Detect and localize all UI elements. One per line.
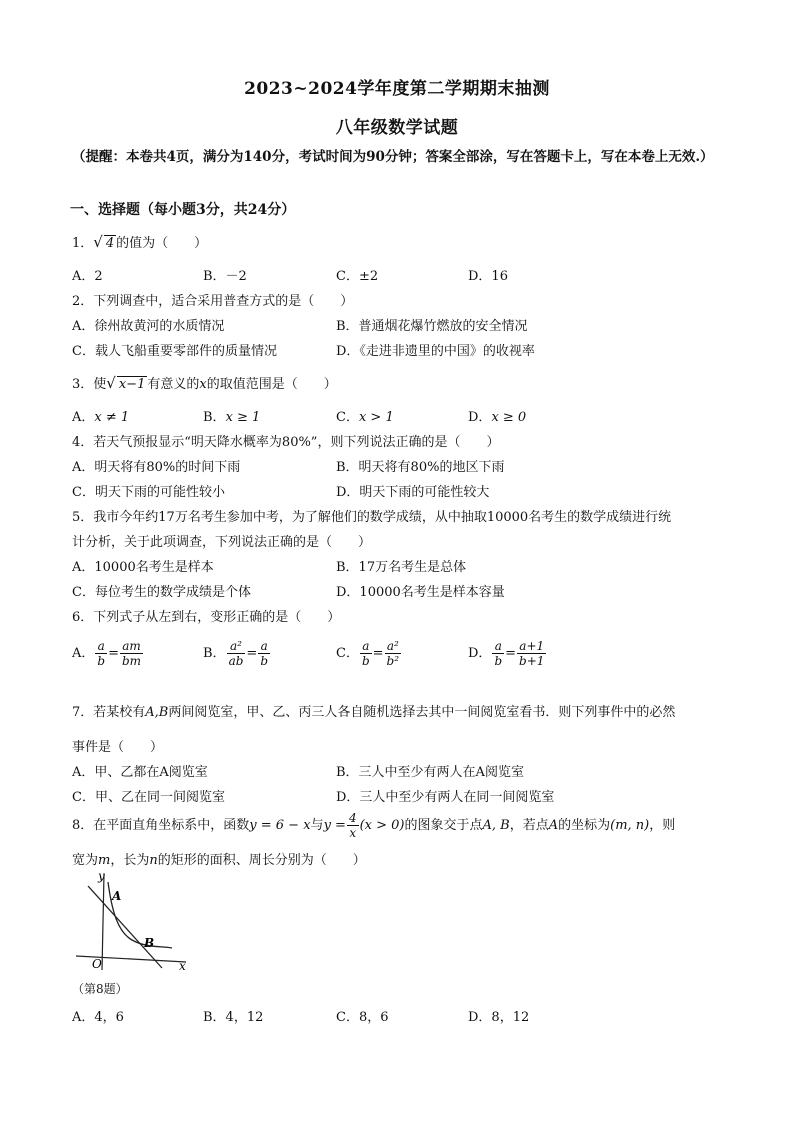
question-1-stem bbox=[72, 232, 207, 251]
sqrt-sign: √ bbox=[106, 374, 116, 392]
option-label: C． bbox=[336, 410, 359, 425]
question-7-line-1 bbox=[72, 701, 675, 720]
q8-points: A, B bbox=[482, 818, 510, 833]
q2-option-a[interactable]: A．徐州故黄河的水质情况 bbox=[72, 319, 225, 334]
point-a-label: A bbox=[112, 889, 122, 903]
y-axis bbox=[102, 874, 104, 970]
q2-option-d[interactable]: D．《走进非遗里的中国》的收视率 bbox=[336, 344, 535, 359]
q8-text: 的坐标为 bbox=[558, 818, 611, 833]
exam-note: （提醒：本卷共4页，满分为140分，考试时间为90分钟；答案全部涂，写在答题卡上，写在本卷上无效.） bbox=[72, 149, 714, 165]
q1-radicand: 4 bbox=[105, 236, 115, 251]
q4-option-c[interactable]: C．明天下雨的可能性较小 bbox=[72, 485, 225, 500]
q6-option-b[interactable]: B． $\frac{\text{a²}}{ab}$ = $\frac{a}{b}$ bbox=[203, 639, 268, 668]
q2-option-c[interactable]: C．载人飞船重要零部件的质量情况 bbox=[72, 344, 277, 359]
point-b-label: B bbox=[144, 936, 155, 950]
q3-option-c[interactable] bbox=[336, 406, 394, 425]
q3-option-d[interactable] bbox=[468, 406, 526, 425]
q3-radicand: x−1 bbox=[118, 377, 146, 392]
q8-option-a[interactable]: A．4，6 bbox=[72, 1010, 124, 1025]
option-label: B． bbox=[203, 646, 226, 661]
question-8-line-1 bbox=[72, 811, 675, 840]
question-4-stem: 4．若天气预报显示“明天降水概率为80%”，则下列说法正确的是（ ） bbox=[72, 435, 500, 450]
q1-option-b[interactable]: B．－2 bbox=[203, 269, 247, 284]
option-label: C． bbox=[336, 646, 359, 661]
q8-var-n: n bbox=[149, 853, 158, 868]
fraction: $\frac{a}{b}$ bbox=[260, 639, 268, 668]
q3-text-2: 的取值范围是（ ） bbox=[206, 377, 337, 392]
q4-option-b[interactable]: B．明天将有80%的地区下雨 bbox=[336, 460, 505, 475]
q8-point-a: A bbox=[548, 818, 559, 833]
q4-option-d[interactable]: D．明天下雨的可能性较大 bbox=[336, 485, 490, 500]
fraction: $\frac{4}{x}$ bbox=[348, 811, 357, 840]
q7-option-d[interactable]: D．三人中至少有两人在同一间阅览室 bbox=[336, 790, 555, 805]
fraction: $\frac{a}{b}$ bbox=[361, 639, 370, 668]
q7-text-2: 两间阅览室，甲、乙、丙三人各自随机选择去其中一间阅览室看书．则下列事件中的必然 bbox=[168, 705, 676, 720]
q7-option-c[interactable]: C．甲、乙在同一间阅览室 bbox=[72, 790, 225, 805]
q8-text: 8．在平面直角坐标系中，函数 bbox=[72, 818, 250, 833]
q1-option-c[interactable]: C．±2 bbox=[336, 269, 379, 284]
q1-option-a[interactable]: A．2 bbox=[72, 269, 103, 284]
sqrt-sign: √ bbox=[93, 233, 103, 251]
q4-option-a[interactable]: A．明天将有80%的时间下雨 bbox=[72, 460, 241, 475]
q3-number: 3．使 bbox=[72, 377, 107, 392]
q8-var-m: m bbox=[98, 853, 111, 868]
q8-coord: (m, n) bbox=[610, 818, 650, 833]
q6-option-a[interactable]: A． $\frac{a}{b}$ = $\frac{am}{bm}$ bbox=[72, 639, 142, 668]
q5-option-a[interactable]: A．10000名考生是样本 bbox=[72, 560, 214, 575]
q8-option-b[interactable]: B．4，12 bbox=[203, 1010, 264, 1025]
q8-func-1: y = 6 − x bbox=[249, 818, 311, 833]
q5-option-d[interactable]: D．10000名考生是样本容量 bbox=[336, 585, 505, 600]
question-2-stem: 2．下列调查中，适合采用普查方式的是（ ） bbox=[72, 294, 354, 309]
line-graph bbox=[88, 886, 162, 968]
q6-option-c[interactable]: C． $\frac{a}{b}$ = $\frac{\text{a²}}{\text{b²}}$ bbox=[336, 639, 400, 668]
fraction: $\frac{a}{b}$ bbox=[494, 639, 503, 668]
q3-text: 有意义的 bbox=[147, 377, 200, 392]
exam-subtitle: 八年级数学试题 bbox=[335, 118, 459, 138]
fraction: $\frac{a+1}{b+1}$ bbox=[519, 639, 545, 668]
q8-figure-caption: （第8题） bbox=[72, 982, 128, 996]
q8-domain: (x > 0) bbox=[359, 818, 405, 833]
question-3-stem bbox=[72, 373, 337, 392]
q8-option-d[interactable]: D．8，12 bbox=[468, 1010, 530, 1025]
q3-var: x bbox=[199, 377, 207, 392]
x-axis-label: x bbox=[179, 959, 186, 972]
q7-option-a[interactable]: A．甲、乙都在A阅览室 bbox=[72, 765, 208, 780]
question-5-line-2: 计分析，关于此项调查，下列说法正确的是（ ） bbox=[72, 535, 372, 550]
y-axis-label: y bbox=[98, 872, 105, 883]
q3-option-b[interactable] bbox=[203, 406, 260, 425]
question-5-line-1: 5．我市今年约17万名考生参加中考，为了解他们的数学成绩，从中抽取10000名考生的数学成绩进行统 bbox=[72, 510, 672, 525]
fraction: $\frac{a}{b}$ bbox=[97, 639, 106, 668]
q7-var: A,B bbox=[145, 705, 169, 720]
question-6-stem: 6．下列式子从左到右，变形正确的是（ ） bbox=[72, 610, 341, 625]
option-label: A． bbox=[72, 646, 95, 661]
q7-text: 7．若某校有 bbox=[72, 705, 146, 720]
q1-option-d[interactable]: D．16 bbox=[468, 269, 508, 284]
option-math: x ≥ 1 bbox=[225, 410, 261, 425]
q8-option-c[interactable]: C．8，6 bbox=[336, 1010, 389, 1025]
origin-label: O bbox=[92, 957, 102, 971]
fraction: $\frac{am}{bm}$ bbox=[121, 639, 142, 668]
option-math: x ≥ 0 bbox=[491, 410, 527, 425]
q5-option-b[interactable]: B．17万名考生是总体 bbox=[336, 560, 467, 575]
fraction: $\frac{\text{a²}}{\text{b²}}$ bbox=[386, 639, 400, 668]
option-label: D． bbox=[468, 410, 492, 425]
section-heading: 一、选择题（每小题3分，共24分） bbox=[70, 202, 296, 218]
option-math: x ≠ 1 bbox=[94, 410, 130, 425]
option-label: D． bbox=[468, 646, 492, 661]
q5-option-c[interactable]: C．每位考生的数学成绩是个体 bbox=[72, 585, 251, 600]
q7-option-b[interactable]: B．三人中至少有两人在A阅览室 bbox=[336, 765, 524, 780]
q2-option-b[interactable]: B．普通烟花爆竹燃放的安全情况 bbox=[336, 319, 528, 334]
q8-text: 的图象交于点 bbox=[404, 818, 483, 833]
q8-text: ，则 bbox=[649, 818, 676, 833]
exam-title: 2023~2024学年度第二学期期末抽测 bbox=[244, 79, 550, 99]
q1-number: 1． bbox=[72, 236, 94, 251]
option-label: A． bbox=[72, 410, 95, 425]
q8-text: 的矩形的面积、周长分别为（ ） bbox=[157, 853, 366, 868]
q8-text: 与 bbox=[310, 818, 324, 833]
q3-option-a[interactable] bbox=[72, 406, 129, 425]
fraction: $\frac{\text{a²}}{ab}$ bbox=[228, 639, 244, 668]
option-math: x > 1 bbox=[358, 410, 394, 425]
q1-text: 的值为（ ） bbox=[116, 236, 208, 251]
q8-text: 宽为 bbox=[72, 853, 99, 868]
question-7-line-2: 事件是（ ） bbox=[72, 740, 164, 755]
option-label: B． bbox=[203, 410, 226, 425]
q8-text: ，长为 bbox=[110, 853, 150, 868]
q8-text: ，若点 bbox=[509, 818, 549, 833]
q6-option-d[interactable]: D． $\frac{a}{b}$ = $\frac{a+1}{b+1}$ bbox=[468, 639, 545, 668]
q8-func-2: y = bbox=[323, 818, 346, 833]
question-8-line-2 bbox=[72, 849, 366, 868]
q8-graph-figure bbox=[72, 872, 192, 972]
